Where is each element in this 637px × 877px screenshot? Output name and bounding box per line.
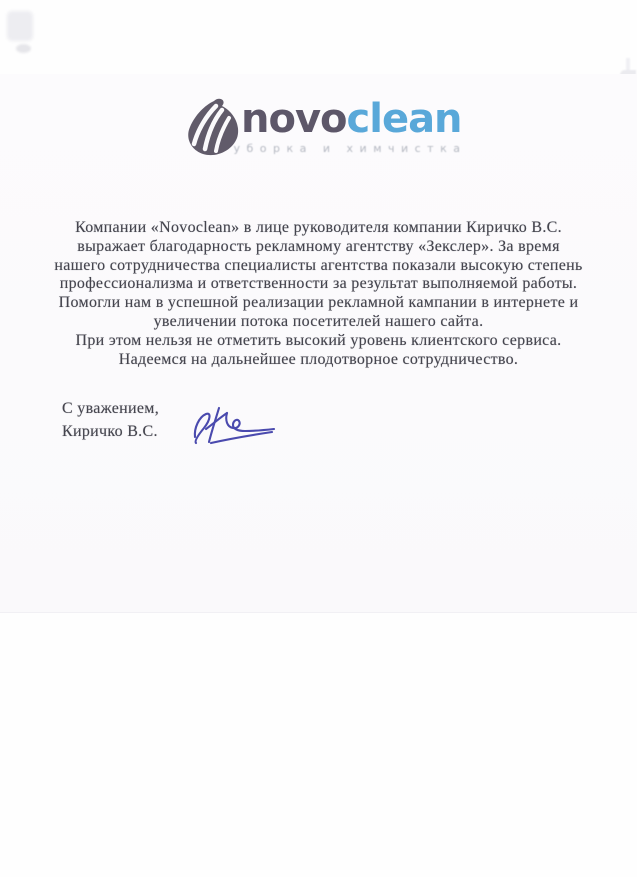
scan-smudge-top-left <box>7 11 33 41</box>
handwritten-signature <box>183 402 281 448</box>
letter-line: выражает благодарность рекламному агентству «Зекслер». За время <box>77 237 560 255</box>
letter-line: Компании «Novoclean» в лице руководителя компании Киричко В.С. <box>75 219 562 236</box>
wordmark-novo: novo <box>241 96 347 142</box>
logo-tagline: уборка и химчистка <box>233 142 467 155</box>
scan-smudge-top-left-small <box>16 44 31 53</box>
letter-line: Надеемся на дальнейшее плодотворное сотрудничество. <box>118 350 519 368</box>
signoff-block <box>62 398 159 443</box>
letter-line: увеличении потока посетителей нашего сайта. <box>153 312 484 330</box>
novoclean-wordmark <box>241 95 462 143</box>
letter-body <box>30 219 607 369</box>
letter-line: Помогли нам в успешной реализации рекламной кампании в интернете и <box>58 294 579 312</box>
letter-line: При этом нельзя не отметить высокий уровень клиентского сервиса. <box>75 331 562 349</box>
scan-artifact-right-stem <box>626 58 630 72</box>
letter-line: профессионализма и ответственности за результат выполняемой работы. <box>59 275 578 293</box>
wordmark-clean: clean <box>346 96 462 142</box>
signoff-name: Киричко В.С. <box>62 422 158 440</box>
letter-line: нашего сотрудничества специалисты агентства показали высокую степень <box>54 256 583 274</box>
signoff-regards: С уважением, <box>62 400 160 417</box>
